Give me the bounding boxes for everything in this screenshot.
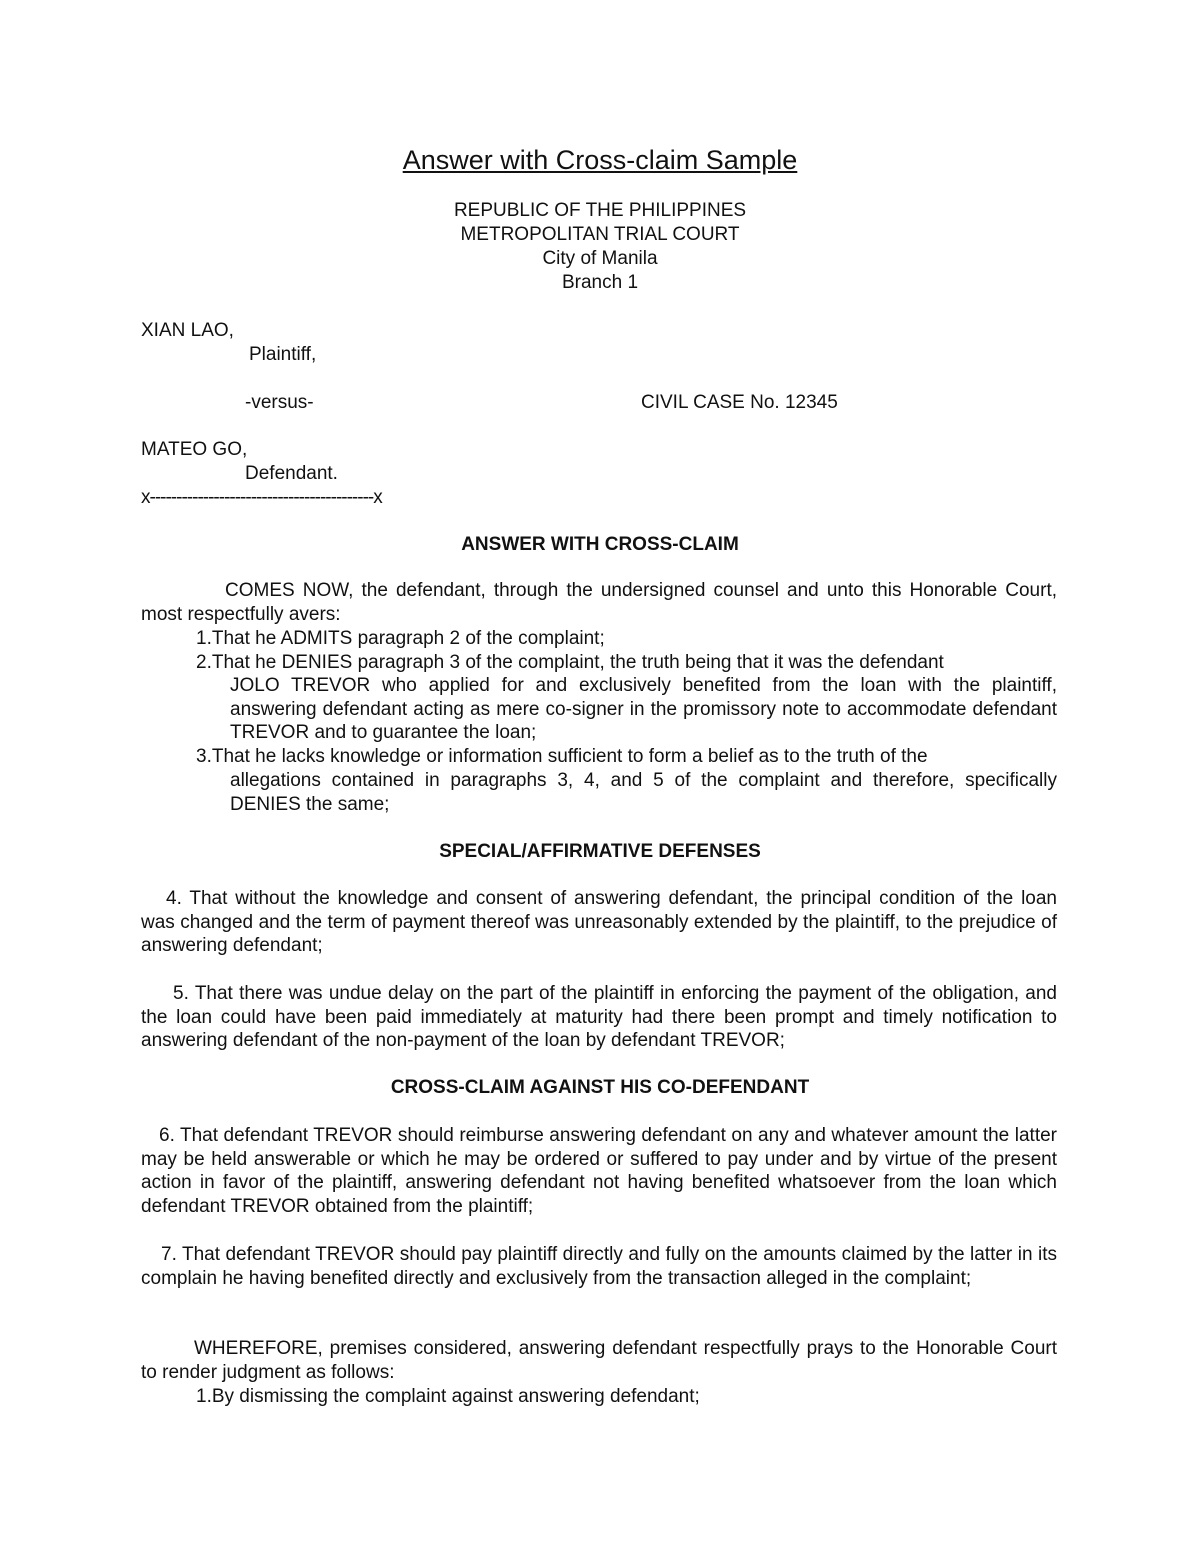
court-line-city: City of Manila xyxy=(542,248,658,269)
answer-item-2-text-rest: JOLO TREVOR who applied for and exclusively benefited from the loan with the plaintiff, answering defendant acting as mere co-signer in the promissory note to accommodate defendant TREVOR and to guarantee the loan; xyxy=(230,675,1057,743)
prayer-item-1-number: 1. xyxy=(196,1386,212,1407)
intro-paragraph: COMES NOW, the defendant, through the undersigned counsel and unto this Honorable Court, most respectfully avers: xyxy=(141,580,1057,625)
paragraph-7: 7. That defendant TREVOR should pay plaintiff directly and fully on the amounts claimed by the latter in its complain he having benefited directly and exclusively from the transaction alleged in the complaint; xyxy=(141,1244,1057,1289)
court-line-branch: Branch 1 xyxy=(561,272,639,293)
versus-label: -versus- xyxy=(245,392,314,413)
case-number: CIVIL CASE No. 12345 xyxy=(641,392,838,413)
wherefore-paragraph: WHEREFORE, premises considered, answering defendant respectfully prays to the Honorable Court to render judgment as follows: xyxy=(141,1338,1057,1383)
answer-item-3-text-first: That he lacks knowledge or information sufficient to form a belief as to the truth of the xyxy=(211,746,928,767)
answer-item-3-first-line xyxy=(196,745,928,769)
document-title: Answer with Cross-claim Sample xyxy=(402,145,798,175)
answer-item-3-text-rest: allegations contained in paragraphs 3, 4, and 5 of the complaint and therefore, specifically DENIES the same; xyxy=(230,770,1057,815)
answer-item-3-number: 3. xyxy=(196,746,212,767)
heading-crossclaim: CROSS-CLAIM AGAINST HIS CO-DEFENDANT xyxy=(390,1077,810,1098)
answer-item-2-first-line xyxy=(196,651,1057,675)
paragraph-6: 6. That defendant TREVOR should reimburse answering defendant on any and whatever amount the latter may be held answerable or which he may be ordered or suffered to pay under and by virtue of the present action in favor of the plaintiff, answering defendant not having benefited whatsoever from the loan which defendant TREVOR obtained from the plaintiff; xyxy=(141,1125,1057,1217)
answer-item-2-text-first: That he DENIES paragraph 3 of the complaint, the truth being that it was the defendant xyxy=(211,652,944,673)
answer-item-1-number: 1. xyxy=(196,628,212,649)
court-line-republic: REPUBLIC OF THE PHILIPPINES xyxy=(453,200,747,221)
caption-separator: x------------------------------------------x xyxy=(141,487,382,508)
paragraph-5: 5. That there was undue delay on the part of the plaintiff in enforcing the payment of the obligation, and the loan could have been paid immediately at maturity had there been prompt and timely notification to answering defendant of the non-payment of the loan by defendant TREVOR; xyxy=(141,983,1057,1051)
defendant-name: MATEO GO, xyxy=(141,439,248,460)
answer-item-1 xyxy=(196,627,605,651)
court-line-trial-court: METROPOLITAN TRIAL COURT xyxy=(460,224,740,245)
heading-defenses: SPECIAL/AFFIRMATIVE DEFENSES xyxy=(439,841,761,862)
plaintiff-role: Plaintiff, xyxy=(249,344,317,365)
prayer-item-1-text: By dismissing the complaint against answering defendant; xyxy=(211,1386,700,1407)
plaintiff-name: XIAN LAO, xyxy=(141,320,234,341)
prayer-item-1 xyxy=(196,1385,700,1409)
heading-answer: ANSWER WITH CROSS-CLAIM xyxy=(461,534,739,555)
answer-item-2-number: 2. xyxy=(196,652,212,673)
defendant-role: Defendant. xyxy=(245,463,338,484)
paragraph-4: 4. That without the knowledge and consent of answering defendant, the principal condition of the loan was changed and the term of payment thereof was unreasonably extended by the plaintiff, to the prejudice of answering defendant; xyxy=(141,888,1057,956)
answer-item-1-text: That he ADMITS paragraph 2 of the complaint; xyxy=(211,628,605,649)
